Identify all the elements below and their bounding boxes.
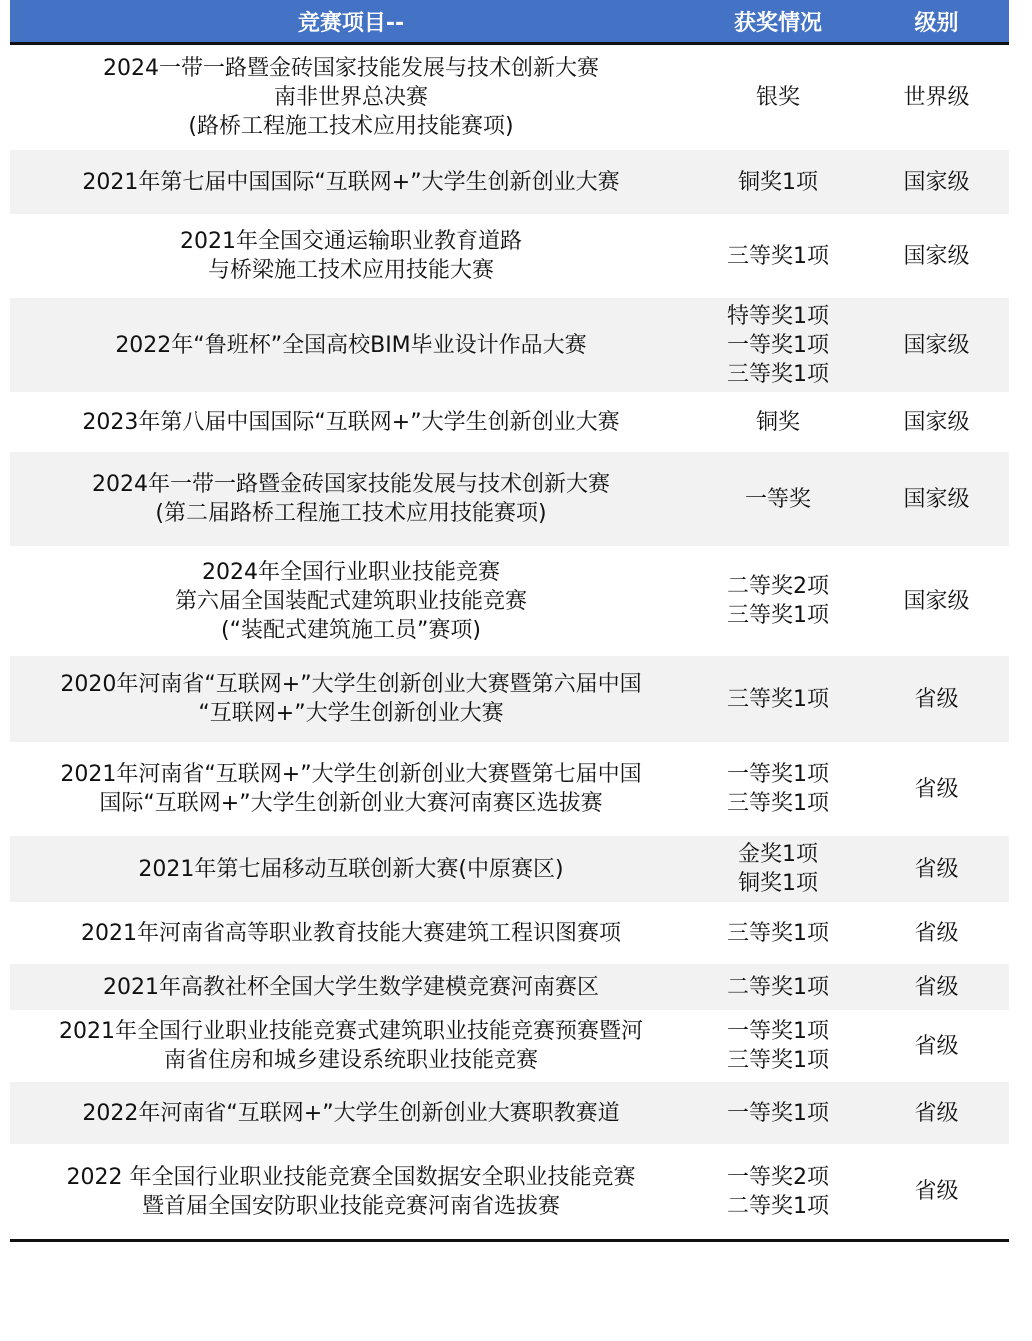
award-cell [692, 1144, 864, 1239]
award-cell [692, 964, 864, 1010]
award-line: 一等奖1项 [727, 1100, 829, 1126]
level-cell: 省级 [914, 776, 959, 802]
project-line: 2021年高教社杯全国大学生数学建模竞赛河南赛区 [103, 974, 599, 1000]
award-line: 三等奖1项 [727, 361, 829, 387]
table-row [10, 298, 1009, 392]
award-cell [692, 45, 864, 150]
award-line: 二等奖2项 [727, 574, 829, 599]
award-line: 三等奖1项 [727, 603, 829, 628]
project-line: 第六届全国装配式建筑职业技能竞赛 [174, 588, 527, 614]
project-line: (“装配式建筑施工员”赛项) [221, 617, 481, 643]
award-cell [692, 298, 864, 392]
project-cell [10, 214, 692, 298]
project-cell [10, 742, 692, 836]
award-cell [692, 742, 864, 836]
header-level: 级别 [914, 10, 959, 36]
project-line: 南非世界总决赛 [273, 85, 428, 110]
project-line: 2021年全国交通运输职业教育道路 [180, 229, 522, 254]
project-line: 2022 年全国行业职业技能竞赛全国数据安全职业技能竞赛 [66, 1164, 636, 1190]
award-cell [692, 150, 864, 214]
award-cell [692, 214, 864, 298]
award-line: 一等奖1项 [727, 332, 829, 358]
project-line: (路桥工程施工技术应用技能赛项) [188, 114, 514, 139]
project-line: 2021年河南省高等职业教育技能大赛建筑工程识图赛项 [81, 920, 621, 946]
table-row [10, 214, 1009, 298]
award-line: 一等奖1项 [727, 762, 829, 787]
table-row [10, 1082, 1009, 1144]
project-line: 2024一带一路暨金砖国家技能发展与技术创新大赛 [103, 56, 599, 81]
project-cell [10, 1082, 692, 1144]
level-cell: 国家级 [903, 169, 970, 195]
table-header [10, 0, 1009, 45]
header-project: 竞赛项目-- [297, 10, 405, 36]
project-line: 2020年河南省“互联网+”大学生创新创业大赛暨第六届中国 [60, 672, 642, 697]
table-row [10, 546, 1009, 656]
project-cell [10, 1010, 692, 1082]
award-line: 铜奖 [755, 409, 800, 435]
award-cell [692, 1010, 864, 1082]
award-cell [692, 836, 864, 902]
project-line: 2023年第八届中国国际“互联网+”大学生创新创业大赛 [82, 409, 620, 435]
table-row [10, 45, 1009, 150]
table-row [10, 392, 1009, 452]
award-cell [692, 546, 864, 656]
table-row [10, 1010, 1009, 1082]
project-line: 2021年第七届中国国际“互联网+”大学生创新创业大赛 [82, 169, 620, 195]
project-line: (第二届路桥工程施工技术应用技能赛项) [155, 501, 547, 526]
award-line: 金奖1项 [738, 842, 818, 867]
awards-table [10, 0, 1009, 1242]
project-line: 2024年全国行业职业技能竞赛 [201, 559, 500, 585]
level-cell: 国家级 [903, 409, 970, 435]
award-line: 三等奖1项 [727, 920, 829, 946]
level-cell: 省级 [914, 686, 959, 712]
award-line: 银奖 [755, 85, 800, 110]
award-line: 二等奖1项 [727, 974, 829, 1000]
award-cell [692, 1082, 864, 1144]
project-cell [10, 964, 692, 1010]
project-line: 2021年河南省“互联网+”大学生创新创业大赛暨第七届中国 [60, 762, 642, 787]
award-line: 三等奖1项 [727, 791, 829, 816]
project-line: 2022年“鲁班杯”全国高校BIM毕业设计作品大赛 [115, 332, 587, 358]
level-cell: 省级 [914, 974, 959, 1000]
project-line: “互联网+”大学生创新创业大赛 [198, 701, 504, 726]
award-line: 一等奖1项 [727, 1019, 829, 1044]
award-line: 二等奖1项 [727, 1193, 829, 1219]
table-row [10, 902, 1009, 964]
project-cell [10, 45, 692, 150]
project-cell [10, 902, 692, 964]
table-row [10, 742, 1009, 836]
level-cell: 省级 [914, 1179, 959, 1204]
project-line: 暨首届全国安防职业技能竞赛河南省选拔赛 [141, 1193, 560, 1219]
project-cell [10, 298, 692, 392]
level-cell: 省级 [914, 920, 959, 946]
award-cell [692, 902, 864, 964]
level-cell: 省级 [914, 1100, 959, 1126]
award-line: 三等奖1项 [727, 1048, 829, 1073]
award-line: 铜奖1项 [738, 871, 818, 896]
project-line: 2022年河南省“互联网+”大学生创新创业大赛职教赛道 [82, 1100, 620, 1126]
table-bottom-rule [10, 1239, 1009, 1242]
award-line: 特等奖1项 [727, 303, 829, 329]
award-line: 一等奖2项 [727, 1164, 829, 1190]
table-body [10, 45, 1009, 1239]
award-cell [692, 656, 864, 742]
project-cell [10, 392, 692, 452]
project-line: 2024年一带一路暨金砖国家技能发展与技术创新大赛 [92, 472, 610, 497]
project-line: 南省住房和城乡建设系统职业技能竞赛 [163, 1048, 538, 1073]
project-line: 2021年第七届移动互联创新大赛(中原赛区) [138, 856, 564, 882]
project-line: 与桥梁施工技术应用技能大赛 [207, 258, 494, 283]
table-row [10, 964, 1009, 1010]
award-cell [692, 392, 864, 452]
table-row [10, 836, 1009, 902]
award-cell [692, 452, 864, 546]
level-cell: 国家级 [903, 332, 970, 358]
project-cell [10, 836, 692, 902]
project-line: 2021年全国行业职业技能竞赛式建筑职业技能竞赛预赛暨河 [59, 1019, 643, 1044]
level-cell: 省级 [914, 1033, 959, 1059]
level-cell: 国家级 [903, 486, 970, 512]
table-row [10, 656, 1009, 742]
level-cell: 国家级 [903, 243, 970, 269]
project-cell [10, 656, 692, 742]
level-cell: 世界级 [903, 85, 970, 110]
table-row [10, 150, 1009, 214]
level-cell: 省级 [914, 856, 959, 882]
award-line: 一等奖 [744, 486, 811, 512]
award-line: 三等奖1项 [727, 686, 829, 712]
project-cell [10, 452, 692, 546]
header-award: 获奖情况 [733, 10, 822, 36]
project-line: 国际“互联网+”大学生创新创业大赛河南赛区选拔赛 [99, 791, 603, 816]
project-cell [10, 546, 692, 656]
table-row [10, 1144, 1009, 1239]
award-line: 铜奖1项 [738, 169, 818, 195]
project-cell [10, 150, 692, 214]
project-cell [10, 1144, 692, 1239]
table-row [10, 452, 1009, 546]
award-line: 三等奖1项 [727, 243, 829, 269]
level-cell: 国家级 [903, 588, 970, 614]
